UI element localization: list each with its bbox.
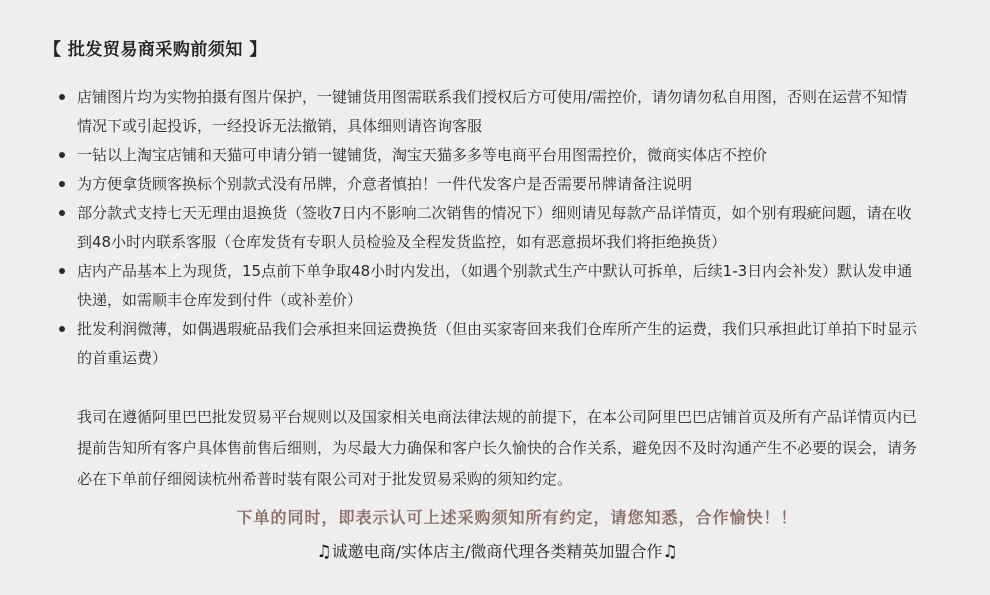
rule-item-tags — [59, 170, 919, 199]
rule-text: 批发利润微薄，如偶遇瑕疵品我们会承担来回运费换货（但由买家寄回来我们仓库所产生的运费，我们只承担此订单拍下时显示的首重运费） — [77, 320, 918, 367]
rules-list — [59, 83, 919, 373]
rule-text: 为方便拿货顾客换标个别款式没有吊牌，介意者慎拍！一件代发客户是否需要吊牌请备注说明 — [77, 175, 693, 193]
notice-title: 【 批发贸易商采购前须知 】 — [44, 40, 267, 60]
rule-text: 部分款式支持七天无理由退换货（签收7日内不影响二次销售的情况下）细则请见每款产品详情页，如个别有瑕疵问题，请在收到48小时内联系客服（仓库发货有专职人员检验及全程发货监控，如有恶意损坏我们将拒绝换货） — [77, 204, 912, 251]
rule-item-authorization — [59, 83, 919, 141]
agreement-notice: 下单的同时，即表示认可上述采购须知所有约定，请您知悉，合作愉快！！ — [236, 508, 798, 527]
partnership-invite — [0, 539, 990, 565]
bullet-icon — [59, 326, 65, 332]
bullet-icon — [59, 268, 65, 274]
bullet-icon — [59, 152, 65, 158]
rule-item-returns — [59, 199, 919, 257]
bullet-icon — [59, 181, 65, 187]
bullet-icon — [59, 94, 65, 100]
rule-item-shipping — [59, 257, 919, 315]
rule-item-defects — [59, 315, 919, 373]
rule-item-distribution — [59, 141, 919, 170]
rule-text: 店内产品基本上为现货，15点前下单争取48小时内发出，（如遇个别款式生产中默认可拆单，后续1-3日内会补发）默认发申通快递，如需顺丰仓库发到付件（或补差价） — [77, 262, 913, 309]
music-note-icon: ♫ — [662, 542, 678, 562]
rule-text: 店铺图片均为实物拍摄有图片保护，一键铺货用图需联系我们授权后方可使用/需控价，请勿请勿私自用图，否则在运营不知情情况下或引起投诉，一经投诉无法撤销，具体细则请咨询客服 — [77, 88, 908, 135]
rule-text: 一钻以上淘宝店铺和天猫可申请分销一键铺货，淘宝天猫多多等电商平台用图需控价，微商实体店不控价 — [77, 146, 768, 164]
invite-text: 诚邀电商/实体店主/微商代理各类精英加盟合作 — [331, 542, 663, 561]
company-statement: 我司在遵循阿里巴巴批发贸易平台规则以及国家相关电商法律法规的前提下，在本公司阿里巴巴店铺首页及所有产品详情页内已提前告知所有客户具体售前售后细则，为尽最大力确保和客户长久愉快的合作关系，避免因不及时沟通产生不必要的误会，请务必在下单前仔细阅读杭州希普时装有限公司对于批发贸易采购的须知约定。 — [77, 408, 918, 488]
music-note-icon: ♫ — [316, 542, 332, 562]
bullet-icon — [59, 210, 65, 216]
